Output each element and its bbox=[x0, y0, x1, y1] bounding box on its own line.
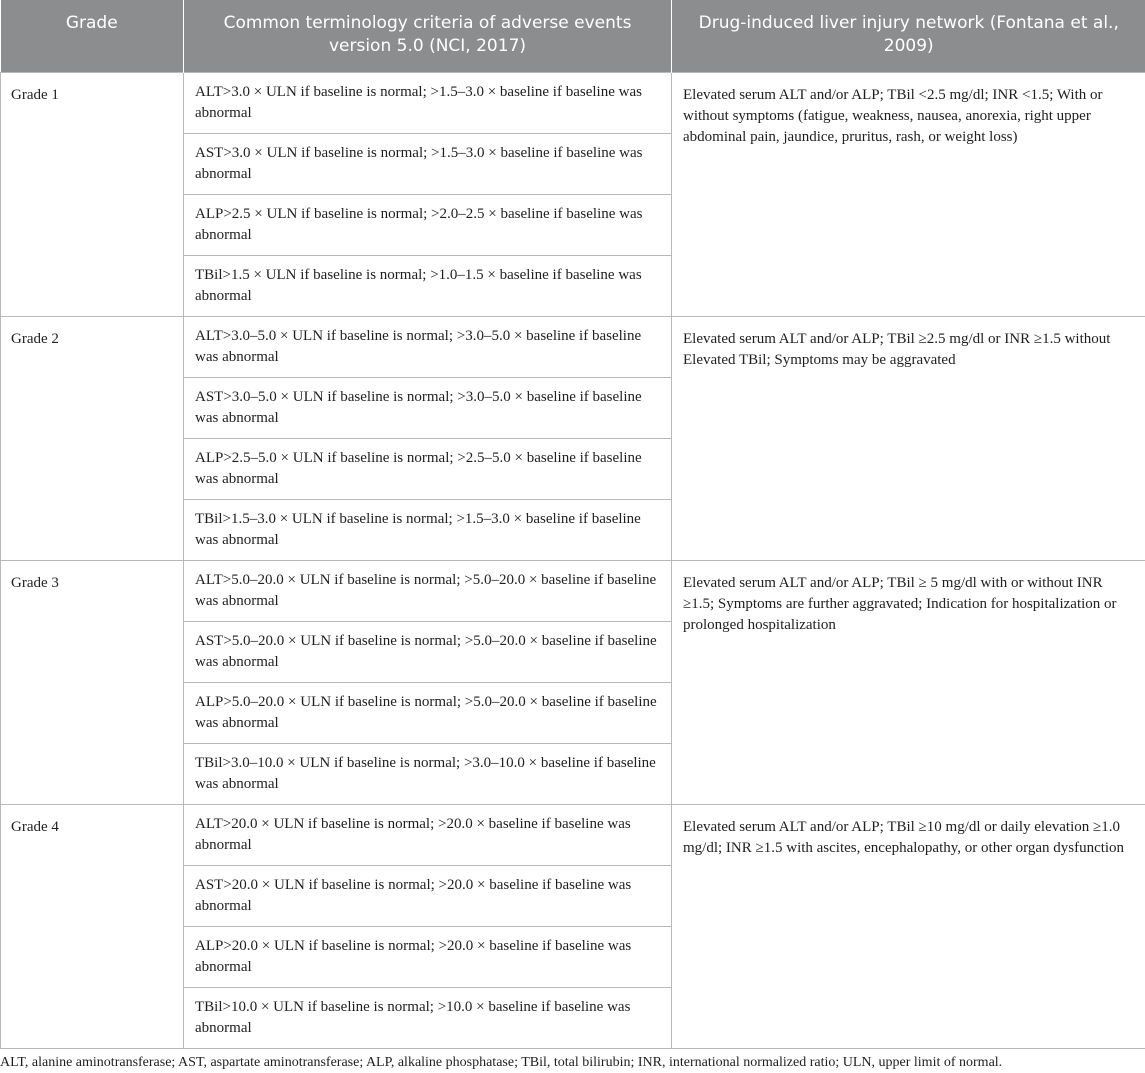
criteria-cell: ALT>3.0–5.0 × ULN if baseline is normal; >3.0–5.0 × baseline if baseline was abnormal bbox=[184, 317, 672, 378]
criteria-cell: AST>3.0–5.0 × ULN if baseline is normal; >3.0–5.0 × baseline if baseline was abnormal bbox=[184, 378, 672, 439]
criteria-cell: AST>5.0–20.0 × ULN if baseline is normal; >5.0–20.0 × baseline if baseline was abnormal bbox=[184, 622, 672, 683]
table-row bbox=[1, 561, 1145, 622]
grade-cell: Grade 4 bbox=[1, 805, 184, 1049]
header-row bbox=[1, 0, 1145, 73]
criteria-cell: ALT>3.0 × ULN if baseline is normal; >1.5–3.0 × baseline if baseline was abnormal bbox=[184, 73, 672, 134]
grade-cell: Grade 2 bbox=[1, 317, 184, 561]
criteria-cell: TBil>1.5 × ULN if baseline is normal; >1.0–1.5 × baseline if baseline was abnormal bbox=[184, 256, 672, 317]
grade-cell: Grade 1 bbox=[1, 73, 184, 317]
table-row bbox=[1, 805, 1145, 866]
header-ctcae: Common terminology criteria of adverse events version 5.0 (NCI, 2017) bbox=[184, 0, 672, 73]
criteria-cell: ALT>20.0 × ULN if baseline is normal; >20.0 × baseline if baseline was abnormal bbox=[184, 805, 672, 866]
criteria-cell: ALP>20.0 × ULN if baseline is normal; >20.0 × baseline if baseline was abnormal bbox=[184, 927, 672, 988]
header-dili: Drug-induced liver injury network (Fontana et al., 2009) bbox=[672, 0, 1145, 73]
dili-cell: Elevated serum ALT and/or ALP; TBil <2.5 mg/dl; INR <1.5; With or without symptoms (fatigue, weakness, nausea, anorexia, right upper abdominal pain, jaundice, pruritus, rash, or weight loss) bbox=[672, 73, 1145, 317]
dili-cell: Elevated serum ALT and/or ALP; TBil ≥2.5 mg/dl or INR ≥1.5 without Elevated TBil; Symptoms may be aggravated bbox=[672, 317, 1145, 561]
header-grade: Grade bbox=[1, 0, 184, 73]
dili-cell: Elevated serum ALT and/or ALP; TBil ≥10 mg/dl or daily elevation ≥1.0 mg/dl; INR ≥1.5 with ascites, encephalopathy, or other organ dysfunction bbox=[672, 805, 1145, 1049]
criteria-cell: ALT>5.0–20.0 × ULN if baseline is normal; >5.0–20.0 × baseline if baseline was abnormal bbox=[184, 561, 672, 622]
criteria-cell: TBil>1.5–3.0 × ULN if baseline is normal; >1.5–3.0 × baseline if baseline was abnormal bbox=[184, 500, 672, 561]
criteria-cell: ALP>5.0–20.0 × ULN if baseline is normal; >5.0–20.0 × baseline if baseline was abnormal bbox=[184, 683, 672, 744]
criteria-cell: AST>3.0 × ULN if baseline is normal; >1.5–3.0 × baseline if baseline was abnormal bbox=[184, 134, 672, 195]
criteria-cell: AST>20.0 × ULN if baseline is normal; >20.0 × baseline if baseline was abnormal bbox=[184, 866, 672, 927]
table-row bbox=[1, 73, 1145, 134]
criteria-cell: ALP>2.5–5.0 × ULN if baseline is normal; >2.5–5.0 × baseline if baseline was abnormal bbox=[184, 439, 672, 500]
grade-cell: Grade 3 bbox=[1, 561, 184, 805]
criteria-cell: TBil>10.0 × ULN if baseline is normal; >10.0 × baseline if baseline was abnormal bbox=[184, 988, 672, 1049]
table-row bbox=[1, 317, 1145, 378]
criteria-cell: ALP>2.5 × ULN if baseline is normal; >2.0–2.5 × baseline if baseline was abnormal bbox=[184, 195, 672, 256]
criteria-cell: TBil>3.0–10.0 × ULN if baseline is normal; >3.0–10.0 × baseline if baseline was abnormal bbox=[184, 744, 672, 805]
dili-cell: Elevated serum ALT and/or ALP; TBil ≥ 5 mg/dl with or without INR ≥1.5; Symptoms are further aggravated; Indication for hospitalization or prolonged hospitalization bbox=[672, 561, 1145, 805]
table-footnote: ALT, alanine aminotransferase; AST, aspartate aminotransferase; ALP, alkaline phosphatase; TBil, total bilirubin; INR, international normalized ratio; ULN, upper limit of normal. bbox=[0, 1055, 1003, 1070]
